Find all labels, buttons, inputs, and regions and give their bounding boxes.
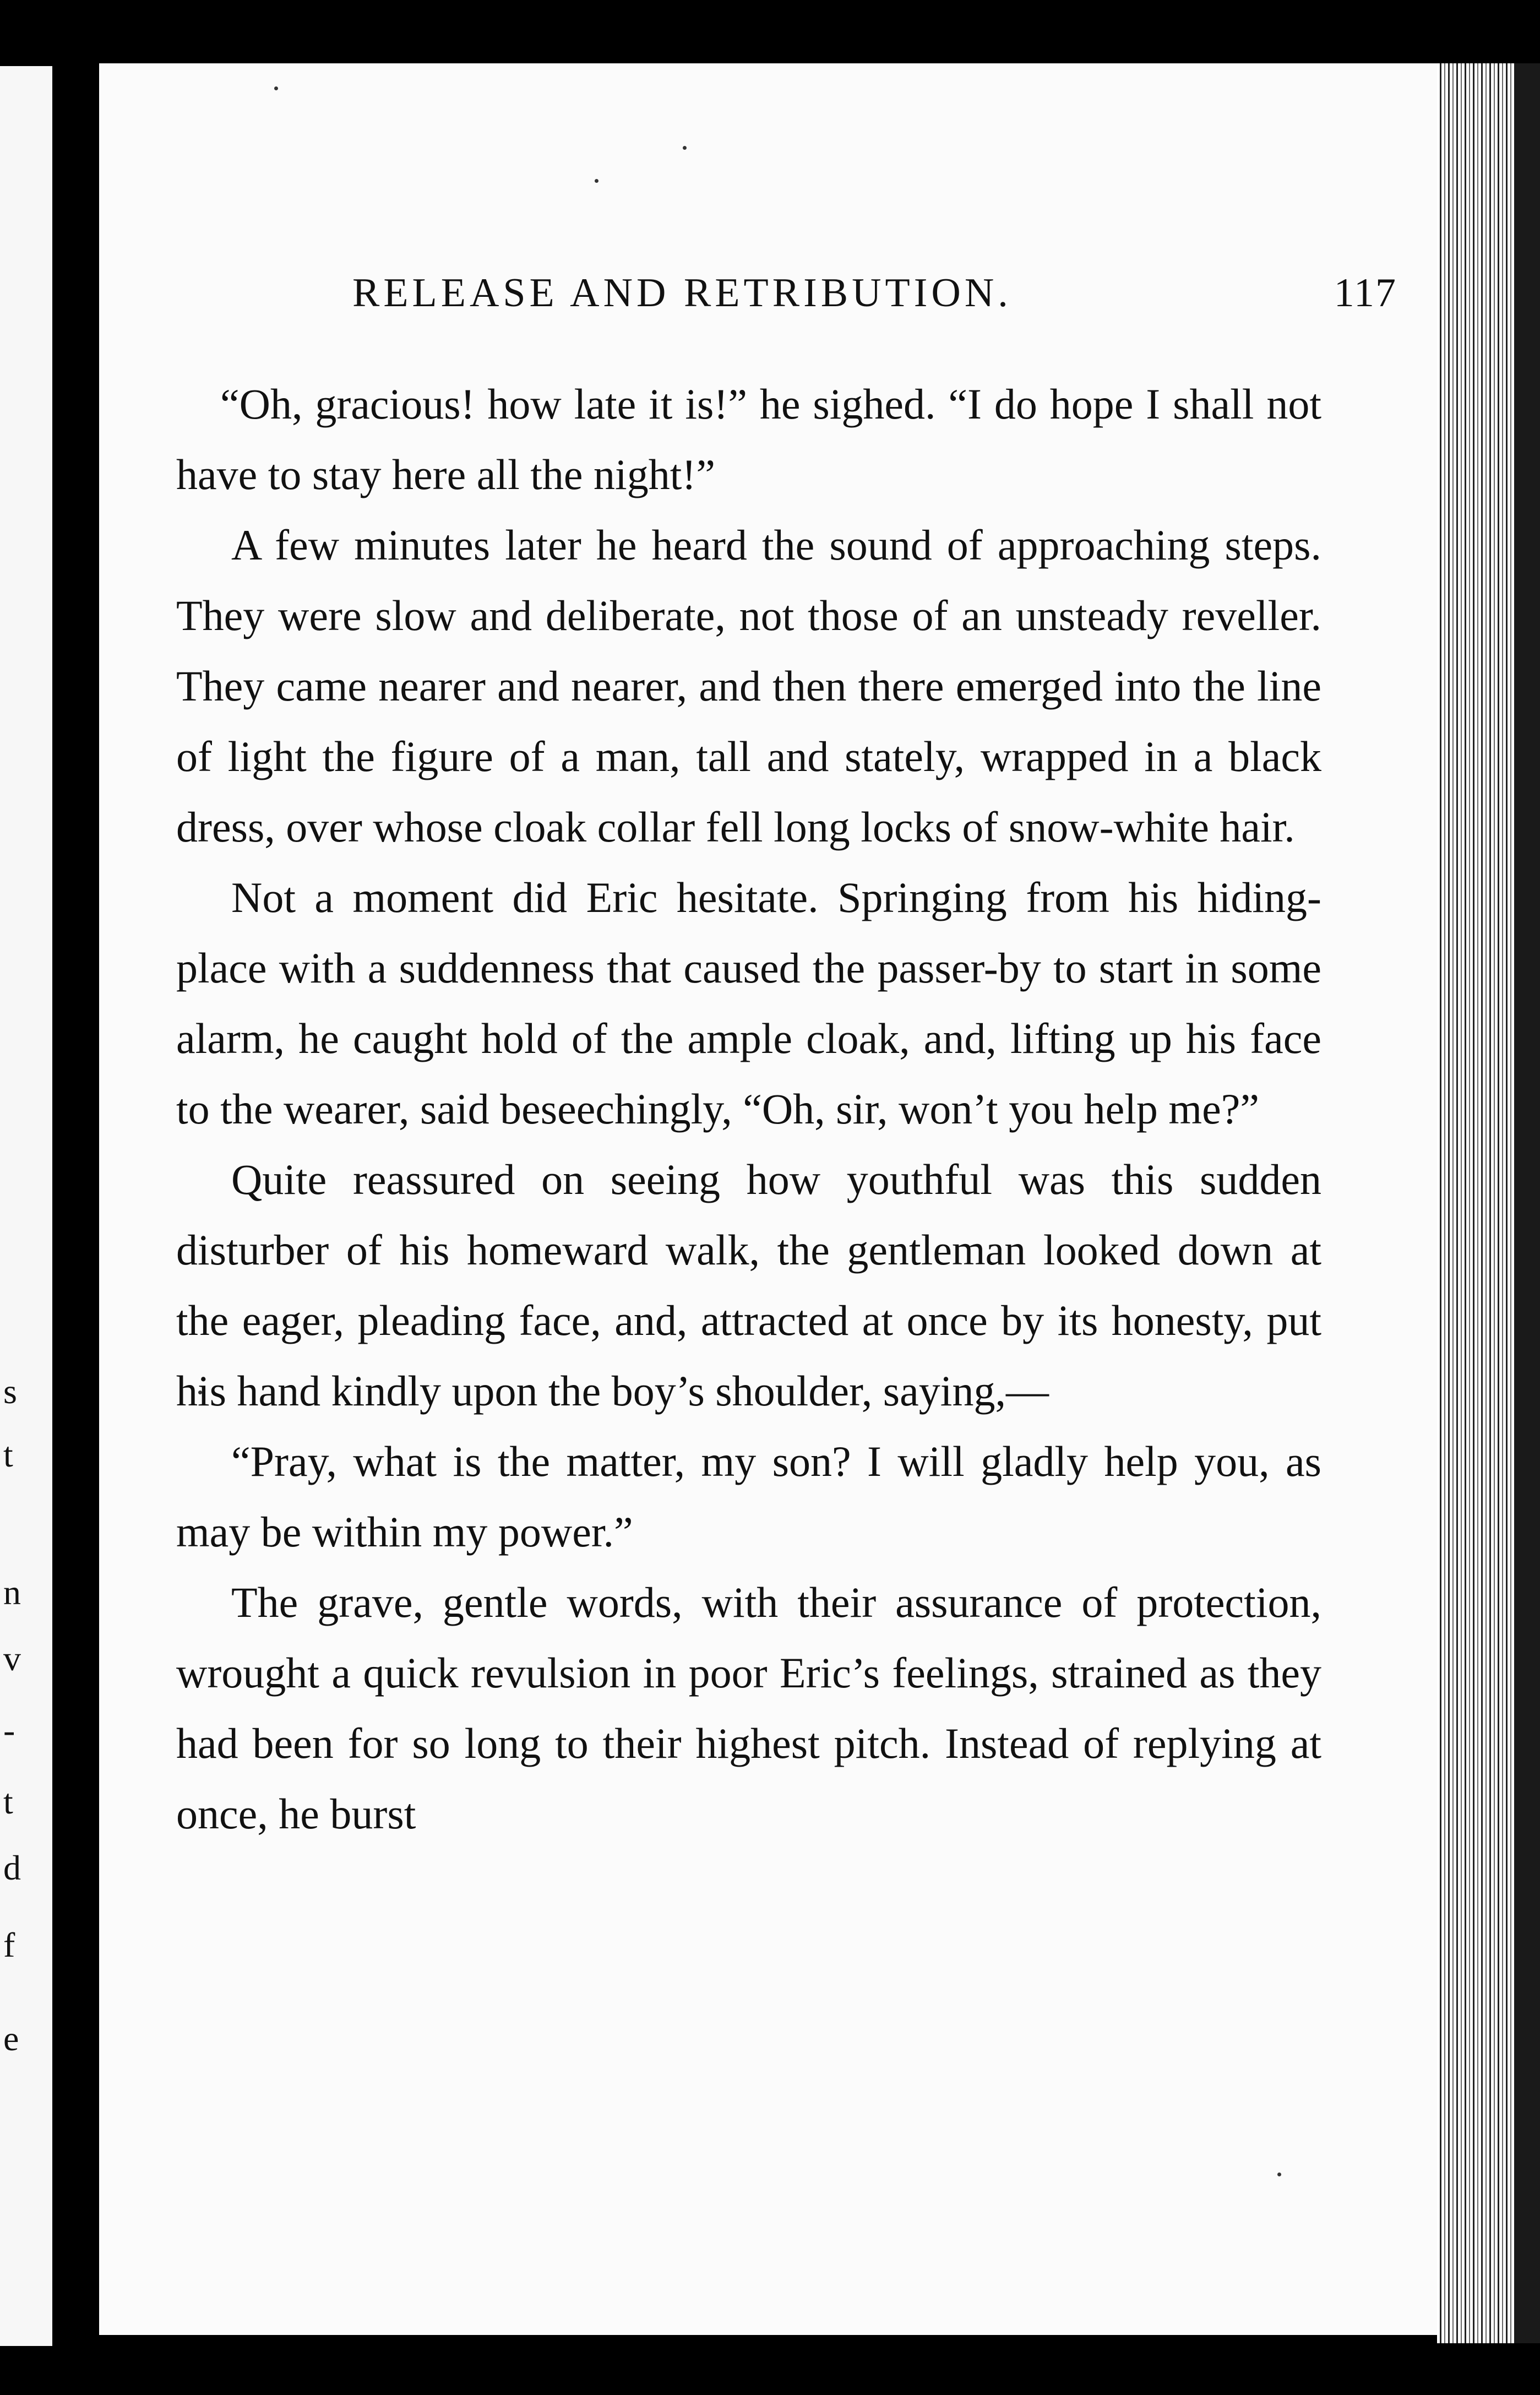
adjacent-page-fragment: e <box>3 2019 19 2058</box>
adjacent-page-fragment: v <box>3 1639 21 1678</box>
paragraph: “Oh, gracious! how late it is!” he sighed. “I do hope I shall not have to stay here all the night!” <box>176 380 1321 498</box>
paragraph: A few minutes later he heard the sound of approaching steps. They were slow and deliberate, not those of an unsteady reveller. They came nearer and nearer, and then there emerged into the line of light the figure of a man, tall and stately, wrapped in a black dress, over whose cloak collar fell long locks of snow-white hair. <box>176 521 1321 851</box>
print-speck <box>1277 2173 1281 2176</box>
body-text <box>176 369 1321 1849</box>
running-header <box>352 270 1397 319</box>
adjacent-page-fragment: n <box>3 1573 21 1612</box>
paragraph: “Pray, what is the matter, my son? I will gladly help you, as may be within my power.” <box>176 1437 1321 1556</box>
page-number: 117 <box>1334 270 1397 316</box>
print-speck <box>683 146 687 150</box>
adjacent-page-strip <box>0 66 52 2346</box>
adjacent-page-fragment: s <box>3 1372 17 1411</box>
print-speck <box>595 179 598 183</box>
scan-border-right <box>1514 63 1540 2343</box>
adjacent-page-fragment: t <box>3 1435 13 1474</box>
running-title: RELEASE AND RETRIBUTION. <box>352 270 1012 316</box>
paragraph: Not a moment did Eric hesitate. Springing from his hiding-place with a suddenness that caused the passer-by to start in some alarm, he caught hold of the ample cloak, and, lifting up his face to the wearer, said beseechingly, “Oh, sir, won’t you help me?” <box>176 873 1321 1133</box>
adjacent-page-fragment: t <box>3 1782 13 1821</box>
page-edge-texture <box>1437 63 1514 2343</box>
adjacent-page-fragment: - <box>3 1710 15 1750</box>
paragraph: The grave, gentle words, with their assurance of protection, wrought a quick revulsion in poor Eric’s feelings, strained as they had been for so long to their highest pitch. Instead of replying at once, he burst <box>176 1578 1321 1838</box>
paragraph: Quite reassured on seeing how youthful was this sudden disturber of his homeward walk, the gentleman looked down at the eager, pleading face, and, attracted at once by its honesty, put his hand kindly upon the boy’s shoulder, saying,— <box>176 1155 1321 1415</box>
adjacent-page-fragment: d <box>3 1848 21 1887</box>
adjacent-page-fragment: f <box>3 1925 15 1964</box>
print-speck <box>274 86 278 90</box>
